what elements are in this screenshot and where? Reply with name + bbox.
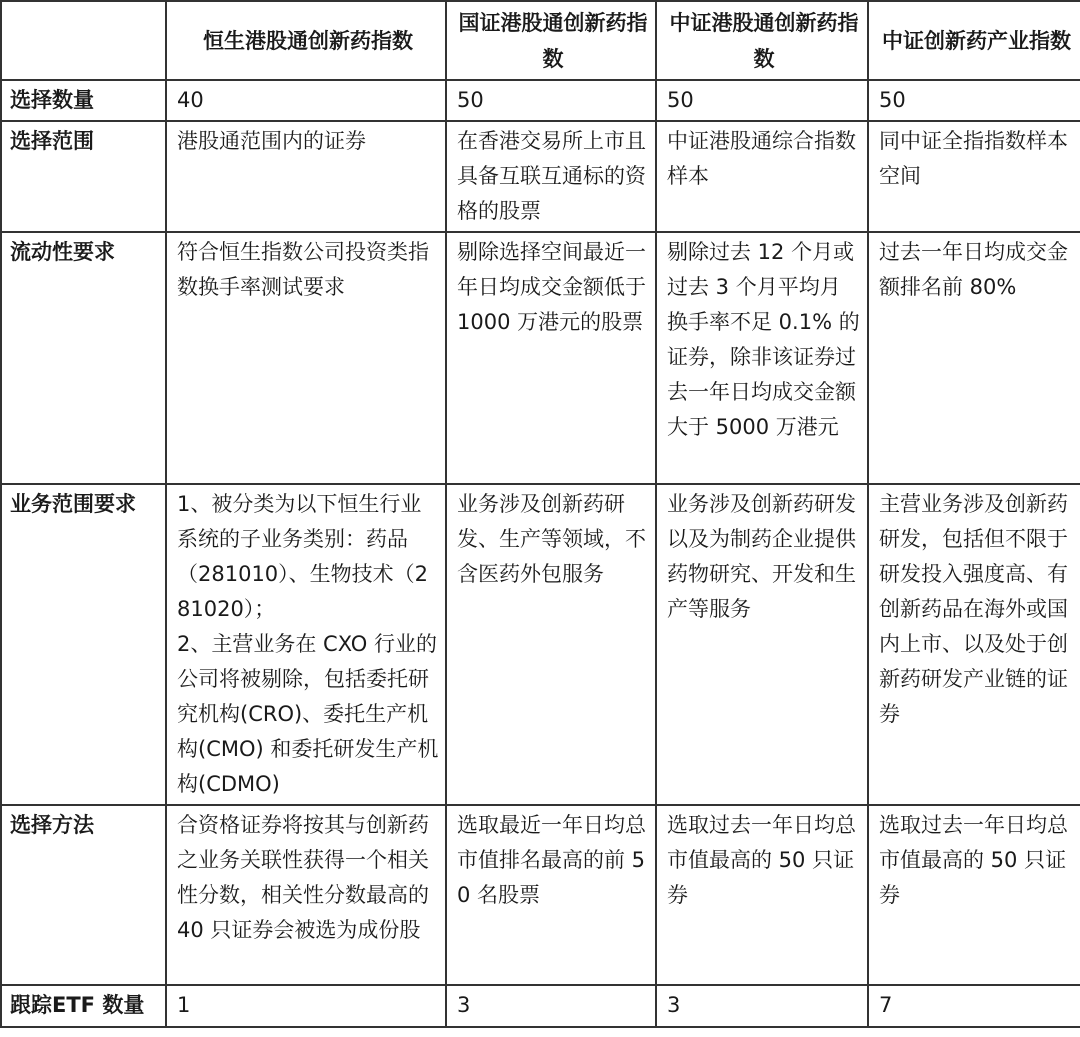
table-cell: 50 [656, 80, 868, 121]
table-cell: 选取最近一年日均总市值排名最高的前 50 名股票 [446, 805, 656, 985]
header-row [1, 1, 1080, 80]
row-label-business-scope-requirement: 业务范围要求 [1, 484, 166, 805]
table-cell: 3 [656, 985, 868, 1027]
header-csi-hk-connect-innovative-drug: 中证港股通创新药指数 [656, 1, 868, 80]
table-cell: 业务涉及创新药研发、生产等领域，不含医药外包服务 [446, 484, 656, 805]
table-cell: 3 [446, 985, 656, 1027]
table-cell: 符合恒生指数公司投资类指数换手率测试要求 [166, 232, 446, 484]
table-cell: 40 [166, 80, 446, 121]
table-row [1, 484, 1080, 805]
table-cell: 业务涉及创新药研发以及为制药企业提供药物研究、开发和生产等服务 [656, 484, 868, 805]
table-cell: 50 [446, 80, 656, 121]
row-label-liquidity-requirement: 流动性要求 [1, 232, 166, 484]
table-row [1, 985, 1080, 1027]
table-cell: 过去一年日均成交金额排名前 80% [868, 232, 1080, 484]
table-row [1, 121, 1080, 232]
header-csi-innovative-drug-industry: 中证创新药产业指数 [868, 1, 1080, 80]
table-cell: 主营业务涉及创新药研发，包括但不限于研发投入强度高、有创新药品在海外或国内上市、以及处于创新药研发产业链的证券 [868, 484, 1080, 805]
table-row [1, 805, 1080, 985]
table-cell: 在香港交易所上市且具备互联互通标的资格的股票 [446, 121, 656, 232]
row-label-tracking-etf-count: 跟踪ETF 数量 [1, 985, 166, 1027]
header-cni-hk-connect-innovative-drug: 国证港股通创新药指数 [446, 1, 656, 80]
table-cell: 合资格证券将按其与创新药之业务关联性获得一个相关性分数，相关性分数最高的 40 只证券会被选为成份股 [166, 805, 446, 985]
table-cell: 选取过去一年日均总市值最高的 50 只证券 [868, 805, 1080, 985]
table-cell: 港股通范围内的证券 [166, 121, 446, 232]
table-cell: 剔除过去 12 个月或过去 3 个月平均月换手率不足 0.1% 的证券，除非该证券过去一年日均成交金额大于 5000 万港元 [656, 232, 868, 484]
header-hsi-hk-connect-innovative-drug: 恒生港股通创新药指数 [166, 1, 446, 80]
row-label-selection-count: 选择数量 [1, 80, 166, 121]
table-cell: 同中证全指指数样本空间 [868, 121, 1080, 232]
table-cell: 中证港股通综合指数样本 [656, 121, 868, 232]
table-cell: 1、被分类为以下恒生行业系统的子业务类别：药品（281010）、生物技术（281020）； 2、主营业务在 CXO 行业的公司将被剔除，包括委托研究机构(CRO)、委托生产机构(CMO) 和委托研发生产机构(CDMO) [166, 484, 446, 805]
table-cell: 50 [868, 80, 1080, 121]
table-cell: 7 [868, 985, 1080, 1027]
row-label-selection-scope: 选择范围 [1, 121, 166, 232]
table-row [1, 232, 1080, 484]
table-cell: 剔除选择空间最近一年日均成交金额低于 1000 万港元的股票 [446, 232, 656, 484]
table-cell: 1 [166, 985, 446, 1027]
row-label-selection-method: 选择方法 [1, 805, 166, 985]
table-row [1, 80, 1080, 121]
table-cell: 选取过去一年日均总市值最高的 50 只证券 [656, 805, 868, 985]
header-corner-cell [1, 1, 166, 80]
